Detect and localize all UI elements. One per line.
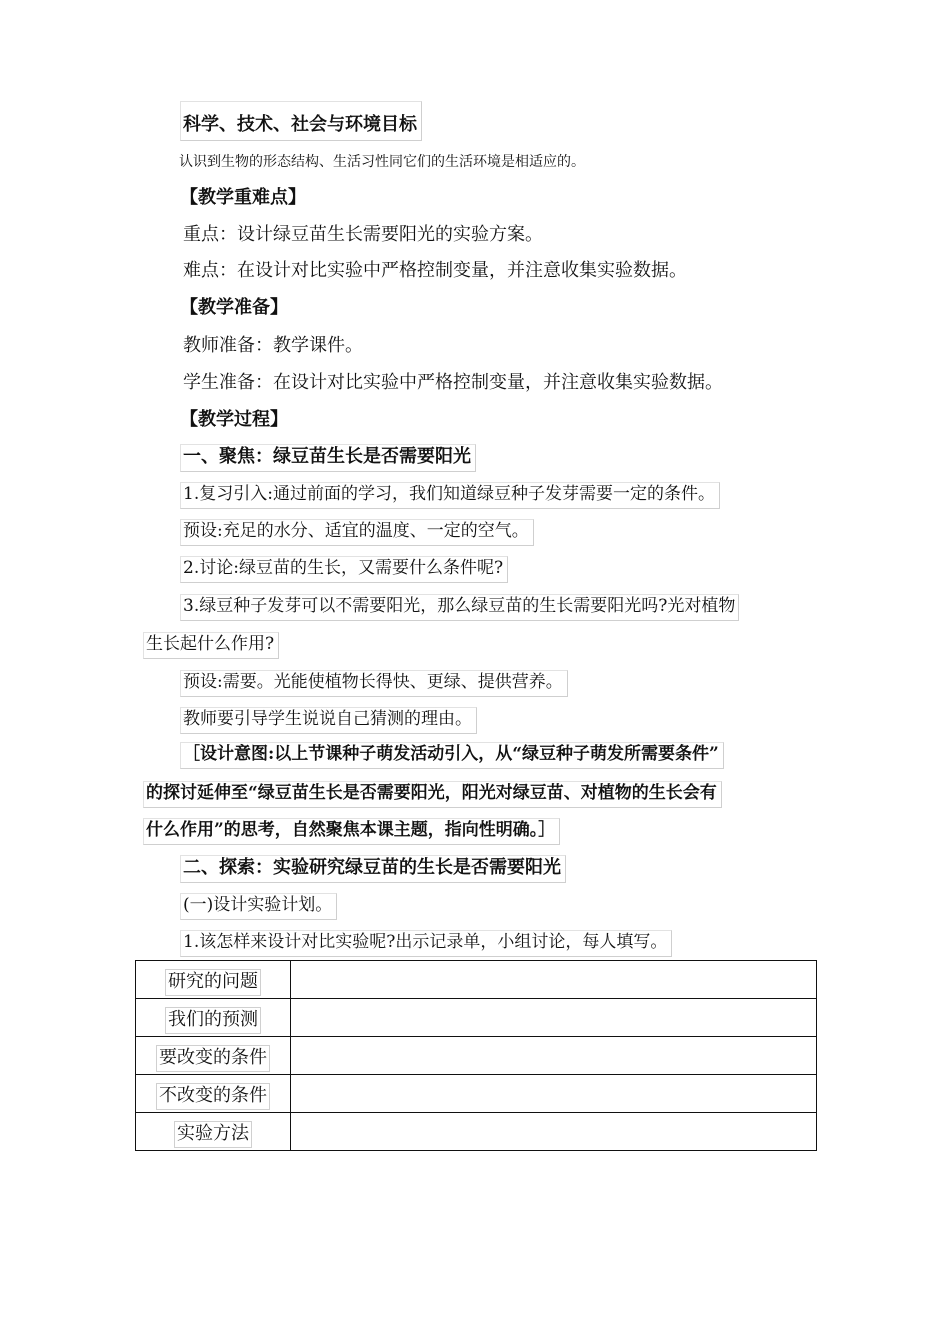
row-value-cell[interactable] xyxy=(291,1037,817,1075)
record-table xyxy=(135,960,817,1151)
row-value-cell[interactable] xyxy=(291,961,817,999)
part1-paragraph-4-line-2: 生长起什么作用? xyxy=(143,632,279,659)
design-intent-line-2: 的探讨延伸至“绿豆苗生长是否需要阳光，阳光对绿豆苗、对植物的生长会有 xyxy=(143,781,722,808)
table-row xyxy=(136,961,817,999)
design-intent-line-3: 什么作用”的思考，自然聚焦本课主题，指向性明确。］ xyxy=(143,818,560,845)
student-preparation: 学生准备：在设计对比实验中严格控制变量，并注意收集实验数据。 xyxy=(183,372,723,393)
row-label: 实验方法 xyxy=(136,1113,291,1151)
process-heading: 【教学过程】 xyxy=(180,409,288,430)
row-value-cell[interactable] xyxy=(291,1075,817,1113)
table-row xyxy=(136,1037,817,1075)
part2-heading: 二、探索：实验研究绿豆苗的生长是否需要阳光 xyxy=(180,855,566,883)
part1-paragraph-3: 2.讨论:绿豆苗的生长，又需要什么条件呢? xyxy=(180,556,508,583)
part1-paragraph-2: 预设:充足的水分、适宜的温度、一定的空气。 xyxy=(180,519,534,546)
row-label: 不改变的条件 xyxy=(136,1075,291,1113)
preparation-heading: 【教学准备】 xyxy=(180,297,288,318)
row-label: 我们的预测 xyxy=(136,999,291,1037)
part1-paragraph-1: 1.复习引入:通过前面的学习，我们知道绿豆种子发芽需要一定的条件。 xyxy=(180,482,720,509)
design-intent-line-1: ［设计意图:以上节课种子萌发活动引入，从“绿豆种子萌发所需要条件” xyxy=(180,742,724,769)
row-label: 研究的问题 xyxy=(136,961,291,999)
key-point: 重点：设计绿豆苗生长需要阳光的实验方案。 xyxy=(183,224,543,245)
goal-heading: 科学、技术、社会与环境目标 xyxy=(180,101,422,141)
goal-text: 认识到生物的形态结构、生活习性同它们的生活环境是相适应的。 xyxy=(179,154,585,170)
difficulty-heading: 【教学重难点】 xyxy=(180,187,306,208)
part2-paragraph-1: 1.该怎样来设计对比实验呢?出示记录单，小组讨论，每人填写。 xyxy=(180,930,672,957)
table-row xyxy=(136,999,817,1037)
part1-heading: 一、聚焦：绿豆苗生长是否需要阳光 xyxy=(180,444,476,472)
hard-point: 难点：在设计对比实验中严格控制变量，并注意收集实验数据。 xyxy=(183,260,687,281)
part1-paragraph-5: 预设:需要。光能使植物长得快、更绿、提供营养。 xyxy=(180,670,568,697)
teacher-preparation: 教师准备：教学课件。 xyxy=(183,335,363,356)
table-row xyxy=(136,1075,817,1113)
row-value-cell[interactable] xyxy=(291,1113,817,1151)
part1-paragraph-4-line-1: 3.绿豆种子发芽可以不需要阳光，那么绿豆苗的生长需要阳光吗?光对植物 xyxy=(180,594,739,621)
row-value-cell[interactable] xyxy=(291,999,817,1037)
row-label: 要改变的条件 xyxy=(136,1037,291,1075)
part2-subheading-1: (一)设计实验计划。 xyxy=(180,893,337,920)
part1-paragraph-6: 教师要引导学生说说自己猜测的理由。 xyxy=(180,707,477,734)
table-row xyxy=(136,1113,817,1151)
